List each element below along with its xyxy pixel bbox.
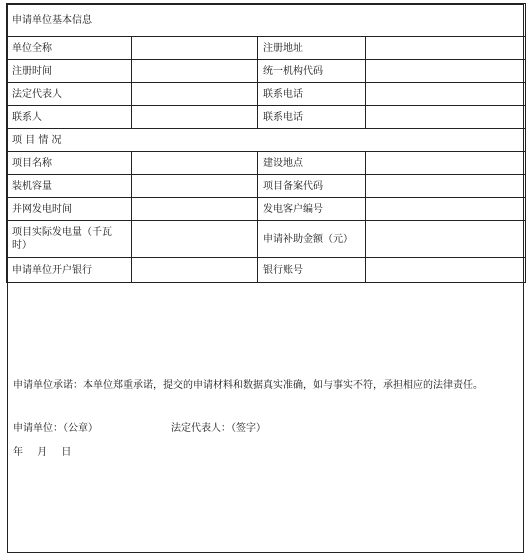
field-bank[interactable] (132, 258, 258, 283)
label-bank-account: 银行账号 (258, 258, 366, 283)
label-phone-1: 联系电话 (258, 83, 366, 106)
field-registered-address[interactable] (366, 37, 526, 60)
declaration-text: 申请单位承诺：本单位郑重承诺，提交的申请材料和数据真实准确，如与事实不符，承担相应的法律责任。 (13, 380, 483, 391)
label-filing-code: 项目备案代码 (258, 175, 366, 198)
label-installed-capacity: 装机容量 (7, 175, 132, 198)
label-phone-2: 联系电话 (258, 106, 366, 129)
field-customer-number[interactable] (366, 198, 526, 221)
field-subsidy-amount[interactable] (366, 221, 526, 258)
field-legal-representative[interactable] (132, 83, 258, 106)
field-construction-site[interactable] (366, 152, 526, 175)
label-grid-connection-date: 并网发电时间 (7, 198, 132, 221)
label-contact-person: 联系人 (7, 106, 132, 129)
field-registration-date[interactable] (132, 60, 258, 83)
field-grid-connection-date[interactable] (132, 198, 258, 221)
field-actual-generation[interactable] (132, 221, 258, 258)
label-registration-date: 注册时间 (7, 60, 132, 83)
label-unified-code: 统一机构代码 (258, 60, 366, 83)
field-installed-capacity[interactable] (132, 175, 258, 198)
signature-legal-rep: 法定代表人：（签字） (171, 423, 266, 434)
label-project-name: 项目名称 (7, 152, 132, 175)
field-unit-full-name[interactable] (132, 37, 258, 60)
label-subsidy-amount: 申请补助金额（元） (258, 221, 366, 258)
section-title-project: 项 目 情 况 (7, 129, 526, 152)
date-year: 年 (13, 447, 23, 458)
label-customer-number: 发电客户编号 (258, 198, 366, 221)
field-phone-2[interactable] (366, 106, 526, 129)
label-construction-site: 建设地点 (258, 152, 366, 175)
date-day: 日 (61, 447, 72, 458)
date-line (13, 443, 82, 458)
field-filing-code[interactable] (366, 175, 526, 198)
label-unit-full-name: 单位全称 (7, 37, 132, 60)
field-project-name[interactable] (132, 152, 258, 175)
application-form-table (6, 3, 526, 283)
label-actual-generation: 项目实际发电量（千瓦时） (7, 221, 132, 258)
label-registered-address: 注册地址 (258, 37, 366, 60)
date-month: 月 (37, 447, 48, 458)
field-bank-account[interactable] (366, 258, 526, 283)
field-unified-code[interactable] (366, 60, 526, 83)
field-phone-1[interactable] (366, 83, 526, 106)
field-contact-person[interactable] (132, 106, 258, 129)
label-bank: 申请单位开户银行 (7, 258, 132, 283)
signature-unit-seal: 申请单位：（公章） (13, 423, 98, 434)
label-legal-representative: 法定代表人 (7, 83, 132, 106)
section-title-basic-info: 申请单位基本信息 (7, 4, 526, 37)
